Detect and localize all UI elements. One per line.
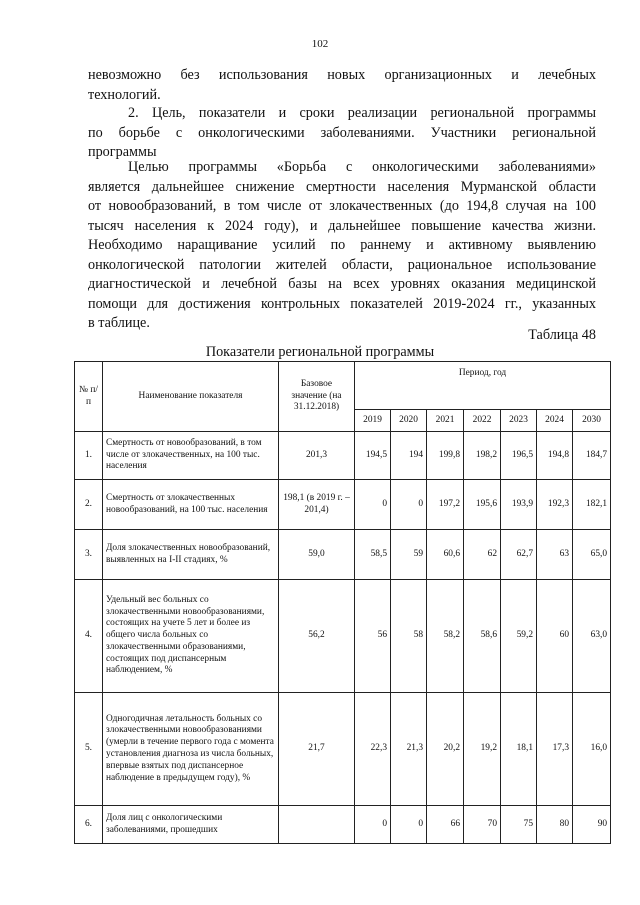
row-value: 199,8 [427,432,464,480]
paragraph-intro [88,66,596,105]
row-value: 75 [501,806,537,844]
row-base: 59,0 [279,530,355,580]
section-heading [88,104,596,163]
row-value: 63 [537,530,573,580]
row-name: Удельный вес больных со злокачественными новообразованиями, состоящих на учете 5 лет и более из общего числа больных со злокачественными образованиями, состоящих под диспансерным наблюдением, % [103,580,279,693]
row-value: 62 [464,530,501,580]
text-line: технологий. [88,86,161,103]
header-year: 2024 [537,410,573,432]
row-base: 198,1 (в 2019 г. – 201,4) [279,480,355,530]
row-value: 19,2 [464,693,501,806]
row-num: 1. [75,432,103,480]
row-value: 62,7 [501,530,537,580]
row-value: 196,5 [501,432,537,480]
header-name: Наименование показателя [103,362,279,432]
row-value: 20,2 [427,693,464,806]
header-base: Базовое значение (на 31.12.2018) [279,362,355,432]
row-value: 0 [391,480,427,530]
row-value: 59 [391,530,427,580]
text-line: диагностической и лечебной базы на всех уровнях оказания медицинской [88,276,596,292]
table-row [75,580,611,693]
row-name: Одногодичная летальность больных со злокачественными новообразованиями (умерли в течение первого года с момента установления диагноза из числа больных, впервые взятых под диспансерное наблюдение в предыдущем году), % [103,693,279,806]
row-base: 21,7 [279,693,355,806]
row-name: Смертность от злокачественных новообразований, на 100 тыс. населения [103,480,279,530]
table-label: Таблица 48 [528,327,596,343]
row-value: 0 [355,806,391,844]
row-value: 0 [355,480,391,530]
row-value: 18,1 [501,693,537,806]
row-num: 2. [75,480,103,530]
text-line: Необходимо наращивание усилий по раннему и активному выявлению [88,237,596,253]
paragraph-goal [88,158,596,334]
row-value: 182,1 [573,480,611,530]
text-line: тысяч населения к 2024 году), и дальнейшее повышение качества жизни. [88,217,596,234]
row-value: 194,8 [537,432,573,480]
row-name: Доля злокачественных новообразований, выявленных на I-II стадиях, % [103,530,279,580]
header-year: 2023 [501,410,537,432]
row-value: 65,0 [573,530,611,580]
row-base [279,806,355,844]
row-value: 17,3 [537,693,573,806]
text-line: по борьбе с онкологическими заболеваниями. Участники региональной [88,124,596,141]
row-num: 6. [75,806,103,844]
row-value: 59,2 [501,580,537,693]
row-value: 0 [391,806,427,844]
row-value: 193,9 [501,480,537,530]
header-year: 2021 [427,410,464,432]
row-base: 56,2 [279,580,355,693]
row-value: 58,6 [464,580,501,693]
row-value: 70 [464,806,501,844]
header-year: 2020 [391,410,427,432]
text-line: невозможно без использования новых организационных и лечебных [88,67,596,83]
table-caption: Показатели региональной программы [205,344,435,360]
header-period: Период, год [355,362,611,410]
row-value: 195,6 [464,480,501,530]
row-value: 192,3 [537,480,573,530]
page-number: 102 [311,38,329,50]
row-value: 194 [391,432,427,480]
row-value: 58,5 [355,530,391,580]
table-row [75,432,611,480]
row-num: 3. [75,530,103,580]
table-row [75,530,611,580]
row-value: 56 [355,580,391,693]
row-name: Смертность от новообразований, в том числе от злокачественных, на 100 тыс. населения [103,432,279,480]
text-line: от новообразований, в том числе от злокачественных (до 194,8 случая на 100 [88,198,596,214]
text-line: является дальнейшее снижение смертности населения Мурманской области [88,178,596,195]
table-row [75,480,611,530]
table-row [75,806,611,844]
row-value: 60 [537,580,573,693]
text-line: онкологической патологии жителей области, рациональное использование [88,256,596,273]
header-year: 2022 [464,410,501,432]
text-line: помощи для достижения контрольных показателей 2019-2024 гг., указанных [88,295,596,312]
row-value: 66 [427,806,464,844]
table-row [75,693,611,806]
text-line: в таблице. [88,315,150,331]
row-value: 194,5 [355,432,391,480]
row-value: 184,7 [573,432,611,480]
row-value: 63,0 [573,580,611,693]
row-value: 60,6 [427,530,464,580]
header-year: 2019 [355,410,391,432]
row-value: 90 [573,806,611,844]
row-value: 58 [391,580,427,693]
row-name: Доля лиц с онкологическими заболеваниями, прошедших [103,806,279,844]
row-base: 201,3 [279,432,355,480]
row-value: 22,3 [355,693,391,806]
text-line: программы [88,144,157,160]
row-value: 198,2 [464,432,501,480]
row-value: 197,2 [427,480,464,530]
text-line: Целью программы «Борьба с онкологическими заболеваниями» [128,159,596,175]
indicators-table [74,361,611,844]
header-num: № п/п [75,362,103,432]
text-line: 2. Цель, показатели и сроки реализации региональной программы [128,105,596,121]
row-value: 58,2 [427,580,464,693]
row-num: 4. [75,580,103,693]
row-value: 80 [537,806,573,844]
row-value: 16,0 [573,693,611,806]
row-value: 21,3 [391,693,427,806]
header-year: 2030 [573,410,611,432]
row-num: 5. [75,693,103,806]
